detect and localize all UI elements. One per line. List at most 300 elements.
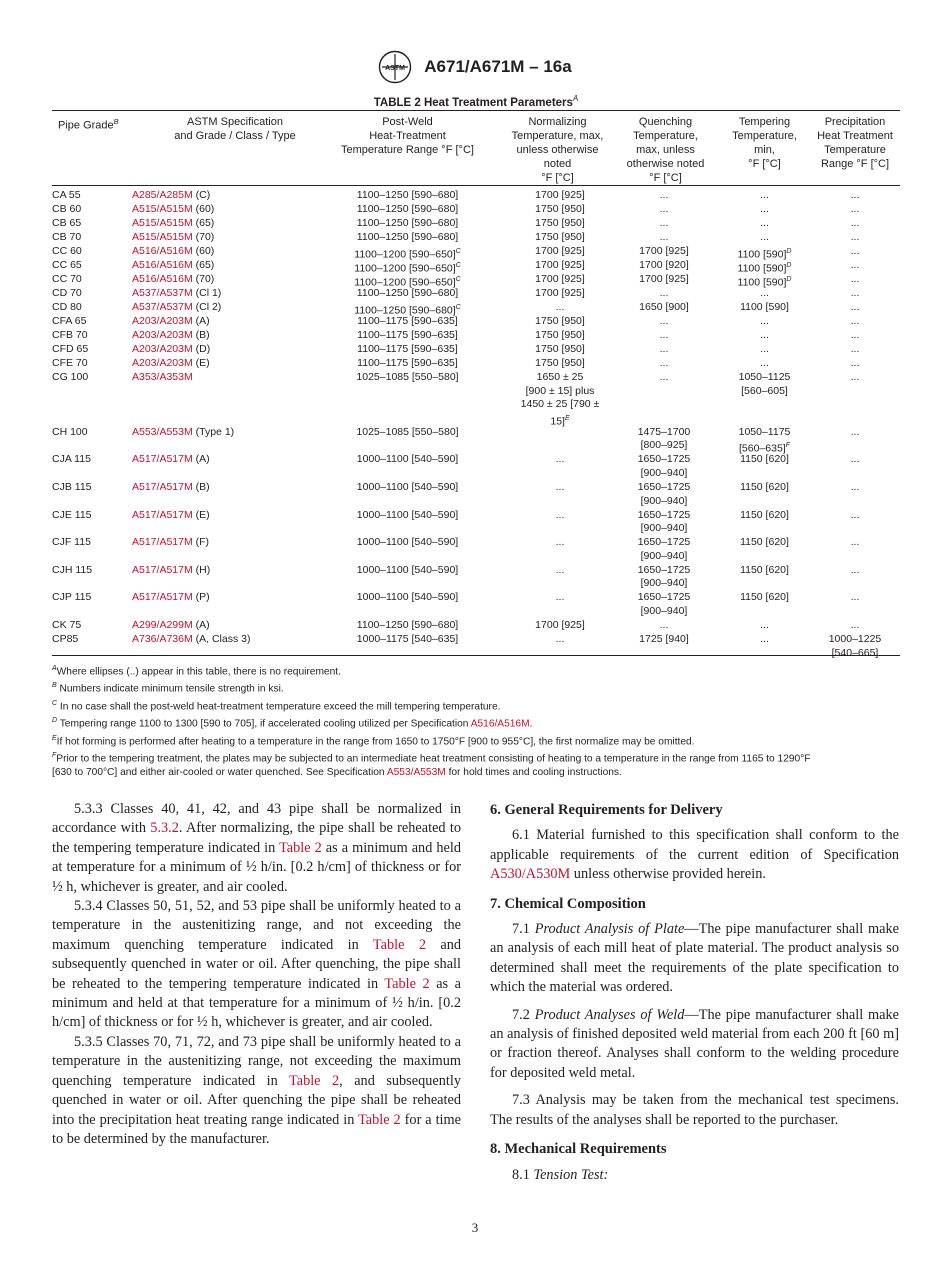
tempering-line: 1100 $[590]^D$ — [737, 276, 792, 289]
normalizing-cell — [505, 203, 615, 217]
normalizing-line: 1750 [950] — [535, 329, 585, 341]
table-footnotes — [52, 662, 902, 780]
tempering-cell — [722, 633, 807, 647]
tempering-line: ... — [760, 329, 769, 341]
spec-link[interactable]: A515/A515M — [132, 217, 193, 229]
precipitation-cell — [808, 509, 902, 523]
spec-cell — [132, 633, 250, 647]
spec-cell — [132, 329, 210, 343]
normalizing-cell — [505, 453, 615, 467]
quenching-line: ... — [659, 357, 669, 369]
quenching-cell — [615, 245, 713, 259]
tempering-cell — [722, 217, 807, 231]
spec-cell — [132, 509, 210, 523]
right-text-column — [490, 800, 899, 1185]
link-section-5-3-2[interactable]: 5.3.2 — [150, 820, 179, 837]
table-row — [0, 633, 950, 661]
note-mark: C — [455, 262, 461, 269]
quenching-line: ... — [659, 287, 669, 299]
tempering-cell — [722, 536, 807, 550]
tempering-cell — [722, 453, 807, 467]
quenching-line: 1700 [925] — [639, 245, 689, 257]
note-mark: C — [455, 248, 461, 255]
pipe-grade-cell: CJH 115 — [52, 563, 93, 576]
spec-link[interactable]: A517/A517M — [132, 480, 193, 493]
post-weld-cell: 1100–1175 [590–635] — [357, 329, 458, 341]
quenching-line: [900–940] — [640, 466, 688, 479]
pipe-grade-cell: CFE 70 — [52, 357, 88, 369]
precipitation-line: ... — [850, 508, 860, 521]
pipe-grade-cell: CFA 65 — [52, 315, 87, 327]
quenching-line: 1650–1725 — [637, 563, 691, 576]
spec-link[interactable]: A203/A203M — [132, 343, 193, 355]
tempering-cell — [722, 189, 807, 203]
tempering-cell — [722, 315, 807, 329]
tempering-line: 1150 [620] — [740, 453, 789, 466]
normalizing-cell — [505, 287, 615, 301]
spec-cell — [132, 536, 209, 550]
post-weld-cell: 1000–1175 [540–635] — [356, 632, 459, 645]
col-header-post-weld — [330, 115, 485, 157]
table-row — [0, 231, 950, 245]
spec-grade-text: (65) — [192, 259, 215, 271]
normalizing-line: 1750 [950] — [535, 203, 585, 215]
spec-grade-text: (70) — [192, 273, 215, 285]
quenching-line: ... — [659, 189, 669, 201]
precipitation-line: ... — [850, 425, 860, 438]
spec-grade-text: (E) — [192, 357, 210, 369]
quenching-cell — [615, 426, 713, 453]
header-line: noted — [543, 158, 572, 170]
note-mark: F — [785, 442, 790, 450]
precipitation-line: ... — [850, 301, 860, 313]
precipitation-cell — [808, 217, 902, 231]
header-line: Pipe Grade$^B$ — [58, 117, 119, 132]
post-weld-cell: 1000–1100 [540–590] — [356, 563, 459, 576]
precipitation-line: ... — [850, 329, 860, 341]
table-row — [0, 357, 950, 371]
table-row — [0, 189, 950, 203]
footnote-link-a553[interactable]: A553/A553M — [386, 767, 446, 779]
normalizing-line: 1700 [925] — [535, 273, 585, 285]
header-line: Temperature, — [633, 130, 698, 142]
header-line: °F [°C] — [541, 172, 574, 184]
normalizing-line: [900 ± 15] plus — [525, 384, 595, 397]
precipitation-line: ... — [850, 287, 860, 299]
quenching-line: 1650–1725 — [637, 480, 691, 493]
table-row — [0, 315, 950, 329]
table-row — [0, 217, 950, 231]
note-mark: D — [786, 248, 792, 255]
quenching-line: 1650–1725 — [637, 453, 691, 466]
tempering-line: ... — [760, 357, 769, 369]
normalizing-cell — [505, 245, 615, 259]
header-line: otherwise noted — [626, 158, 705, 170]
table-row — [0, 301, 950, 315]
normalizing-cell — [505, 273, 615, 287]
spec-grade-text: (A) — [192, 618, 210, 631]
spec-link[interactable]: A517/A517M — [132, 591, 193, 604]
spec-cell — [132, 301, 221, 315]
link-table-2[interactable]: Table 2 — [384, 975, 430, 992]
footnote-f: $^F$Prior to the tempering treatment, the plates may be subjected to an intermediate heat treatment consisting of heating to a temperature in the range from 1165 to 1290°F [630 to 700°C] and either air-cooled or water quenched. See Specification A553/A553M for hold times and cooling instructions. — [52, 751, 811, 779]
spec-grade-text: (A, Class 3) — [192, 632, 251, 645]
spec-link[interactable]: A516/A516M — [132, 259, 193, 271]
tempering-cell — [722, 591, 807, 605]
tempering-cell — [722, 301, 807, 315]
quenching-line: ... — [659, 217, 669, 229]
precipitation-cell — [808, 189, 902, 203]
tempering-cell — [722, 564, 807, 578]
normalizing-cell — [505, 231, 615, 245]
spec-cell — [132, 273, 214, 287]
header-line: °F [°C] — [649, 172, 682, 184]
tempering-cell — [722, 329, 807, 343]
link-table-2[interactable]: Table 2 — [372, 936, 426, 953]
spec-link[interactable]: A516/A516M — [132, 245, 193, 257]
table-row — [0, 453, 950, 481]
spec-cell — [132, 343, 210, 357]
normalizing-cell — [505, 329, 615, 343]
tempering-line: 1150 [620] — [740, 591, 789, 604]
precipitation-line: ... — [850, 618, 860, 631]
spec-link[interactable]: A537/A537M — [132, 287, 193, 299]
tempering-line: $[560-635]^F$ — [739, 442, 790, 455]
tempering-cell — [722, 371, 807, 398]
quenching-line: ... — [659, 315, 669, 327]
precipitation-cell — [808, 273, 902, 287]
normalizing-cell — [505, 189, 615, 203]
post-weld-cell: 1100–1250 [590–680] — [356, 287, 459, 299]
tempering-line: 1150 [620] — [740, 480, 789, 493]
normalizing-cell — [505, 217, 615, 231]
header-line: Heat Treatment — [817, 130, 893, 142]
spec-cell — [132, 357, 210, 371]
spec-grade-text: (F) — [192, 536, 210, 549]
header-line: Quenching — [638, 116, 693, 128]
precipitation-line: ... — [850, 357, 860, 369]
table-row — [0, 564, 950, 592]
tempering-line: ... — [760, 189, 769, 201]
precipitation-cell — [808, 245, 902, 259]
precipitation-line: [540–665] — [831, 646, 879, 659]
table-row — [0, 287, 950, 301]
table-row — [0, 245, 950, 259]
footnote-d: $^D$ Tempering range 1100 to 1300 [590 to 705], if accelerated cooling utilized per Specification A516/A516M. — [52, 717, 533, 730]
paragraph-8-1: 8.1 Tension Test: — [512, 1166, 609, 1183]
post-weld-cell: 1100–1200 $[590-650]^C$ — [354, 276, 461, 289]
precipitation-line: ... — [850, 563, 860, 576]
tempering-line: 1100 $[590]^D$ — [737, 248, 792, 261]
precipitation-line: ... — [850, 371, 860, 383]
section-heading-7: 7. Chemical Composition — [490, 895, 646, 912]
normalizing-line: 1750 [950] — [535, 315, 585, 327]
pipe-grade-cell: CA 55 — [52, 189, 81, 201]
quenching-cell — [615, 273, 713, 287]
normalizing-line: 15]$^E$ — [550, 414, 570, 428]
tempering-line: 1150 [620] — [740, 536, 789, 549]
post-weld-cell: 1100–1250 [590–680] — [356, 231, 459, 243]
pipe-grade-cell: CK 75 — [52, 618, 82, 631]
normalizing-line: ... — [555, 563, 565, 576]
table-row — [0, 203, 950, 217]
spec-cell — [132, 217, 214, 231]
tempering-line: 1150 [620] — [740, 563, 789, 576]
header-line: Temperature, — [732, 130, 797, 142]
normalizing-cell — [505, 371, 615, 429]
spec-cell — [132, 453, 210, 467]
tempering-cell — [722, 357, 807, 371]
quenching-cell — [615, 189, 713, 203]
spec-link[interactable]: A203/A203M — [132, 315, 193, 327]
normalizing-line: 1700 [925] — [535, 259, 585, 271]
quenching-line: 1650 [900] — [639, 301, 689, 313]
normalizing-line: 1700 [925] — [535, 245, 585, 257]
precipitation-cell — [808, 619, 902, 633]
quenching-cell — [615, 371, 713, 385]
header-note-mark: B — [113, 117, 119, 126]
spec-cell — [132, 189, 210, 203]
normalizing-line: 1750 [950] — [535, 343, 585, 355]
tempering-line: ... — [760, 287, 769, 299]
spec-grade-text: (D) — [192, 343, 211, 355]
post-weld-cell: 1100–1250 [590–680] — [356, 189, 459, 201]
col-header-pipe-grade — [58, 115, 119, 133]
quenching-cell — [615, 591, 713, 618]
quenching-line: [900–940] — [640, 604, 688, 617]
header-line: Temperature Range °F [°C] — [341, 144, 474, 156]
post-weld-cell: 1025–1085 [550–580] — [356, 371, 459, 383]
normalizing-cell — [505, 259, 615, 273]
post-weld-cell: 1100–1175 [590–635] — [357, 357, 458, 369]
spec-link[interactable]: A515/A515M — [132, 203, 193, 215]
quenching-line: [900–940] — [640, 577, 688, 590]
post-weld-cell: 1100–1250 [590–680] — [356, 618, 459, 631]
pipe-grade-cell: CD 80 — [52, 301, 82, 313]
quenching-line: 1725 [940] — [639, 632, 689, 645]
paragraph-5-3-3: 5.3.3 Classes 40, 41, 42, and 43 pipe shall be normalized in accordance with 5.3.2. After normalizing, the pipe shall be reheated to the tempering temperature indicated in Table 2 as a minimum and held at temperature for a minimum of ½ h/in. [0.2 h/cm] of thickness or for ½ h, whichever is greater, and air cooled. — [52, 801, 461, 895]
post-weld-cell: 1000–1100 [540–590] — [356, 508, 459, 521]
precipitation-cell — [808, 315, 902, 329]
normalizing-line: ... — [555, 453, 565, 466]
spec-grade-text: (65) — [192, 217, 215, 229]
quenching-cell — [615, 357, 713, 371]
tempering-line: 1150 [620] — [740, 508, 789, 521]
quenching-cell — [615, 633, 713, 647]
post-weld-cell: 1100–1200 $[590-650]^C$ — [354, 262, 461, 275]
link-table-2[interactable]: Table 2 — [279, 839, 322, 856]
normalizing-cell — [505, 509, 615, 523]
table-row — [0, 259, 950, 273]
quenching-line: [900–940] — [640, 494, 688, 507]
paragraph-6-1: 6.1 Material furnished to this specification shall conform to the applicable requirements of the current edition of Specification A530/A530M unless otherwise provided herein. — [490, 827, 899, 883]
col-header-normalizing — [505, 115, 610, 185]
link-table-2[interactable]: Table 2 — [358, 1111, 401, 1128]
table-body — [0, 189, 950, 661]
link-table-2[interactable]: Table 2 — [288, 1072, 340, 1089]
note-mark: E — [564, 414, 570, 422]
precipitation-line: ... — [850, 259, 860, 271]
spec-cell — [132, 564, 210, 578]
quenching-line: 1650–1725 — [637, 536, 691, 549]
precipitation-line: ... — [850, 480, 860, 493]
precipitation-line: 1000–1225 — [828, 632, 882, 645]
spec-link[interactable]: A517/A517M — [132, 563, 193, 576]
pipe-grade-cell: CP85 — [52, 632, 79, 645]
table-row — [0, 371, 950, 426]
normalizing-line: ... — [555, 591, 565, 604]
table-row — [0, 481, 950, 509]
spec-link[interactable]: A353/A353M — [132, 371, 193, 383]
paragraph-5-3-5: 5.3.5 Classes 70, 71, 72, and 73 pipe shall be uniformly heated to a temperature in the austenitizing range, not exceeding the maximum quenching temperature indicated in Table 2, and subsequently quenched in water or oil. After quenching the pipe shall be reheated into the precipitation heat treating range indicated in Table 2 for a time to be determined by the manufacturer. — [52, 1033, 461, 1147]
precipitation-line: ... — [850, 273, 860, 285]
spec-link[interactable]: A299/A299M — [132, 618, 193, 631]
tempering-line: 1050–1125 — [738, 371, 791, 383]
normalizing-line: 1650 ± 25 — [536, 371, 584, 383]
post-weld-cell: 1000–1100 [540–590] — [356, 453, 459, 466]
spec-grade-text: (P) — [192, 591, 210, 604]
quenching-cell — [615, 259, 713, 273]
section-heading-8: 8. Mechanical Requirements — [490, 1141, 667, 1158]
spec-link[interactable]: A537/A537M — [132, 301, 193, 313]
quenching-cell — [615, 315, 713, 329]
spec-link[interactable]: A517/A517M — [132, 508, 193, 521]
tempering-cell — [722, 481, 807, 495]
tempering-cell — [722, 343, 807, 357]
tempering-cell — [722, 619, 807, 633]
tempering-line: ... — [760, 315, 769, 327]
spec-grade-text: (A) — [192, 453, 210, 466]
spec-cell — [132, 426, 234, 440]
page-header — [0, 50, 950, 84]
header-line: °F [°C] — [748, 158, 781, 170]
spec-link[interactable]: A736/A736M — [132, 632, 193, 645]
col-header-quenching — [618, 115, 713, 185]
col-header-astm-spec — [150, 115, 320, 143]
spec-grade-text: (60) — [192, 245, 215, 257]
precipitation-cell — [808, 259, 902, 273]
spec-grade-text: (B) — [192, 480, 210, 493]
spec-link[interactable]: A515/A515M — [132, 231, 193, 243]
spec-link[interactable]: A203/A203M — [132, 329, 193, 341]
spec-grade-text: (Cl 1) — [192, 287, 222, 299]
post-weld-cell: 1100–1250 [590–680] — [356, 203, 459, 215]
precipitation-cell — [808, 329, 902, 343]
astm-logo-icon — [378, 50, 412, 84]
spec-cell — [132, 315, 210, 329]
post-weld-cell: 1000–1100 [540–590] — [356, 480, 459, 493]
spec-link[interactable]: A285/A285M — [132, 189, 193, 201]
pipe-grade-cell: CC 70 — [52, 273, 82, 285]
header-line: Precipitation — [824, 116, 886, 128]
normalizing-cell — [505, 343, 615, 357]
pipe-grade-cell: CJE 115 — [52, 508, 92, 521]
post-weld-cell: 1100–1175 [590–635] — [357, 315, 458, 327]
precipitation-line: ... — [850, 231, 860, 243]
precipitation-line: ... — [850, 189, 860, 201]
normalizing-cell — [505, 536, 615, 550]
pipe-grade-cell: CFD 65 — [52, 343, 89, 355]
pipe-grade-cell: CD 70 — [52, 287, 82, 299]
precipitation-cell — [808, 371, 902, 385]
quenching-line: 1650–1725 — [637, 508, 691, 521]
precipitation-line: ... — [850, 453, 860, 466]
tempering-line: ... — [760, 231, 769, 243]
quenching-cell — [615, 301, 713, 315]
header-line: Temperature, max, — [511, 130, 604, 142]
tempering-cell — [722, 203, 807, 217]
spec-link[interactable]: A517/A517M — [132, 453, 193, 466]
precipitation-cell — [808, 301, 902, 315]
quenching-cell — [615, 536, 713, 563]
precipitation-cell — [808, 633, 902, 660]
spec-grade-text: (C) — [192, 189, 211, 201]
quenching-cell — [615, 453, 713, 480]
normalizing-line: 1700 [925] — [535, 189, 585, 201]
header-line: Heat-Treatment — [369, 130, 446, 142]
header-line: min, — [754, 144, 775, 156]
header-line: max, unless — [636, 144, 695, 156]
normalizing-line: ... — [555, 480, 565, 493]
table-row — [0, 591, 950, 619]
precipitation-cell — [808, 536, 902, 550]
spec-link[interactable]: A516/A516M — [132, 273, 193, 285]
spec-link[interactable]: A517/A517M — [132, 536, 193, 549]
quenching-cell — [615, 481, 713, 508]
spec-cell — [132, 245, 214, 259]
footnote-e: $^E$If hot forming is performed after heating to a temperature in the range from 1650 to 1750°F [900 to 955°C], the first normalize may be omitted. — [52, 734, 695, 747]
precipitation-cell — [808, 564, 902, 578]
normalizing-line: 1700 [925] — [535, 618, 585, 631]
footnote-b: $^B$ Numbers indicate minimum tensile strength in ksi. — [52, 682, 284, 695]
spec-link[interactable]: A203/A203M — [132, 357, 193, 369]
table-row — [0, 273, 950, 287]
normalizing-line: 1750 [950] — [535, 217, 585, 229]
spec-cell — [132, 591, 210, 605]
tempering-line: ... — [760, 343, 769, 355]
normalizing-line: ... — [555, 632, 565, 645]
spec-link[interactable]: A553/A553M — [132, 425, 193, 438]
spec-cell — [132, 231, 214, 245]
precipitation-cell — [808, 426, 902, 440]
footnote-link-a516[interactable]: A516/A516M — [470, 718, 530, 730]
spec-grade-text: (A) — [192, 315, 210, 327]
spec-cell — [132, 287, 221, 301]
paragraph-7-2: 7.2 Product Analyses of Weld—The pipe manufacturer shall make an analysis of finished deposited weld material from each 200 ft [60 m] or fraction thereof. Analyses shall conform to the welding procedure for deposited weld metal. — [490, 1006, 899, 1081]
paragraph-5-3-4: 5.3.4 Classes 50, 51, 52, and 53 pipe shall be uniformly heated to a temperature in the austenitizing range, and not exceeding the maximum quenching temperature indicated in Table 2 and subsequently quenched in water or oil. After quenching, the pipe shall be reheated to the tempering temperature indicated in Table 2 as a minimum and held at that temperature for a minimum of ½ h/in. [0.2 h/cm] of thickness or for ½ h, whichever is greater, and air cooled. — [52, 898, 461, 1031]
tempering-line: ... — [760, 618, 769, 631]
pipe-grade-cell: CFB 70 — [52, 329, 88, 341]
tempering-cell — [722, 231, 807, 245]
quenching-cell — [615, 287, 713, 301]
normalizing-line: 1450 ± 25 [790 ± — [520, 398, 600, 411]
precipitation-line: ... — [850, 315, 860, 327]
normalizing-cell — [505, 564, 615, 578]
precipitation-cell — [808, 287, 902, 301]
precipitation-line: ... — [850, 245, 860, 257]
pipe-grade-cell: CB 65 — [52, 217, 82, 229]
link-a530[interactable]: A530/A530M — [490, 866, 571, 883]
post-weld-cell: 1000–1100 [540–590] — [356, 536, 459, 549]
table-row — [0, 343, 950, 357]
pipe-grade-cell: CH 100 — [52, 425, 88, 438]
standard-designation: A671/A671M – 16a — [424, 57, 572, 76]
quenching-cell — [615, 619, 713, 633]
note-mark: C — [455, 276, 461, 283]
tempering-line: [560–605] — [741, 384, 788, 397]
normalizing-cell — [505, 301, 615, 315]
table-row — [0, 536, 950, 564]
